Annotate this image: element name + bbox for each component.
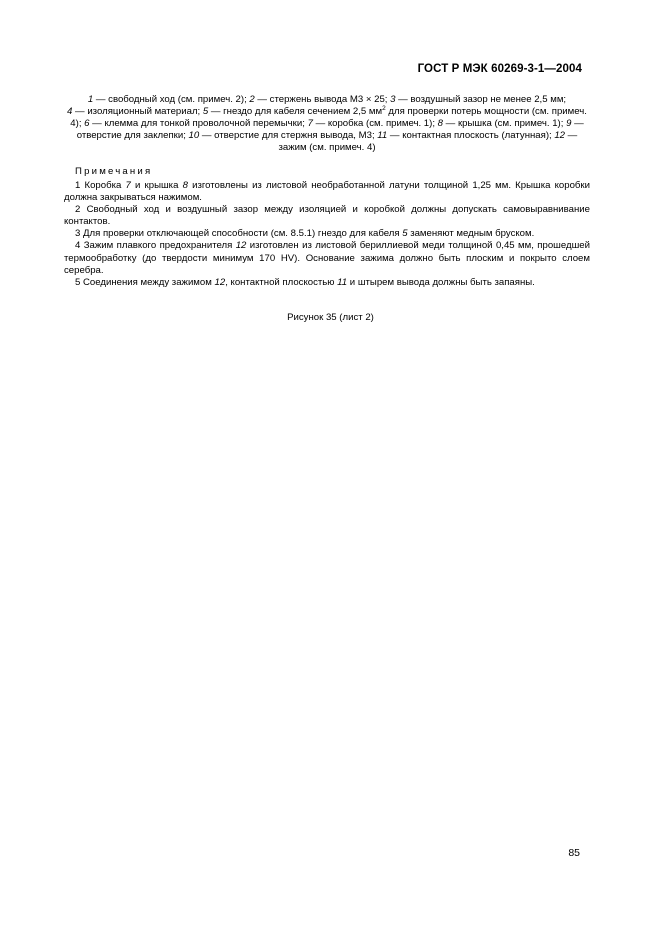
note-ref: 7 — [125, 180, 131, 191]
notes-title: Примечания — [75, 166, 153, 177]
note-text: 5 Соединения между зажимом — [75, 276, 215, 288]
note-text: изготовлены из листовой необработанной латуни толщиной 1,25 мм. Крышка коробки должна закрываться нажимом. — [64, 180, 590, 204]
note-text: и крышка — [130, 180, 183, 191]
legend-text: — изоляционный материал; — [72, 106, 203, 118]
note-ref: 11 — [337, 276, 348, 288]
legend-num: 5 — [202, 106, 209, 118]
document-code: ГОСТ Р МЭК 60269-3-1—2004 — [417, 63, 582, 75]
note-ref: 12 — [235, 240, 247, 252]
legend-text: — контактная плоскость (латунная); — [387, 130, 555, 142]
legend-text: — воздушный зазор не менее 2,5 мм; — [395, 94, 567, 105]
legend-num: 11 — [377, 130, 388, 142]
legend-num: 7 — [307, 118, 313, 130]
note-item — [64, 204, 590, 228]
legend-num: 10 — [188, 130, 200, 142]
legend-num: 12 — [554, 130, 566, 142]
note-item — [64, 240, 590, 276]
legend-num: 9 — [566, 118, 572, 130]
note-text: заменяют медным бруском. — [407, 228, 535, 240]
note-item — [64, 228, 590, 240]
note-text: 2 Свободный ход и воздушный зазор между изоляцией и коробкой должны допускать самовыравнивание контактов. — [64, 204, 590, 228]
legend-num: 3 — [390, 94, 396, 105]
note-text: 3 Для проверки отключающей способности (см. 8.5.1) гнездо для кабеля — [75, 228, 403, 240]
superscript: 2 — [382, 104, 386, 112]
note-text: 1 Коробка — [75, 180, 126, 191]
legend-text: — клемма для тонкой проволочной перемычки; — [89, 118, 308, 130]
legend-text: — отверстие для заклепки; — [76, 118, 584, 142]
page-number: 85 — [568, 847, 580, 859]
legend-text: — коробка (см. примеч. 1); — [312, 118, 438, 130]
legend-text: — свободный ход (см. примеч. 2); — [93, 94, 250, 105]
note-item — [64, 277, 590, 289]
legend-num: 8 — [437, 118, 444, 130]
legend-text: — стержень вывода М3 × 25; — [254, 94, 391, 105]
figure-legend — [64, 94, 590, 154]
notes-list — [64, 180, 590, 289]
note-ref: 12 — [214, 276, 226, 288]
note-text: , контактной плоскостью — [225, 276, 338, 288]
note-text: и штырем вывода должны быть запаяны. — [347, 276, 535, 288]
legend-num: 2 — [249, 94, 255, 105]
note-ref: 8 — [182, 180, 188, 191]
legend-text: — зажим (см. примеч. 4) — [278, 130, 578, 154]
legend-num: 4 — [67, 106, 73, 118]
figure-caption: Рисунок 35 (лист 2) — [287, 312, 374, 323]
legend-text: — крышка (см. примеч. 1); — [443, 118, 567, 130]
note-text: 4 Зажим плавкого предохранителя — [75, 240, 236, 252]
legend-text: для проверки потерь мощности (см. примеч. 4); — [70, 106, 587, 130]
note-ref: 5 — [402, 228, 408, 240]
legend-text: — гнездо для кабеля сечением 2,5 мм — [208, 106, 383, 118]
legend-num: 6 — [84, 118, 90, 130]
legend-text: — отверстие для стержня вывода, М3; — [199, 130, 378, 142]
legend-num: 1 — [87, 94, 94, 105]
note-text: изготовлен из листовой бериллиевой меди толщиной 0,45 мм, прошедшей термообработку (до твердости минимум 170 HV). Основание зажима должно быть плоским и покрыто слоем серебра. — [64, 240, 590, 276]
note-item — [64, 180, 590, 204]
